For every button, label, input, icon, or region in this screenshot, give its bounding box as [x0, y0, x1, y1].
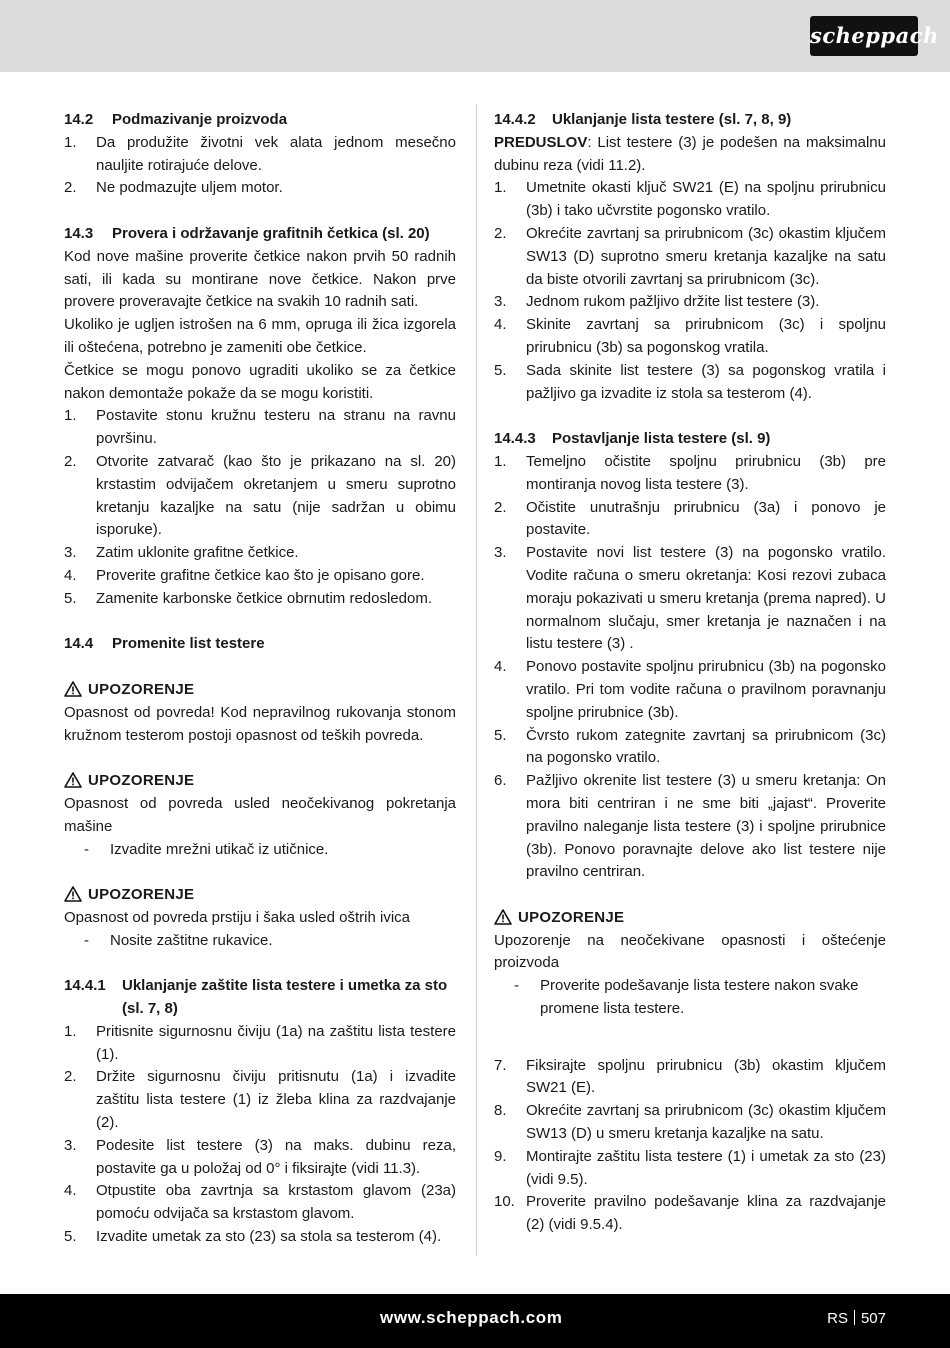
- section-heading-14-4: 14.4 Promenite list testere: [64, 635, 265, 653]
- dash-item: - Izvadite mrežni utikač iz utičnice.: [84, 840, 329, 858]
- left-column: [64, 109, 456, 1249]
- section-heading-14-4-1: 14.4.1 Uklanjanje zaštite lista testere i umetka za sto (sl. 7, 8): [64, 977, 448, 1018]
- page-number: RS 507: [827, 1310, 886, 1327]
- list-item: 3. Zatim uklonite grafitne četkice.: [64, 544, 299, 562]
- warning-triangle-icon: [64, 681, 82, 697]
- list-item: 1. Da produžite životni vek alata jednom mesečno nauljite rotirajuće delove.: [64, 133, 456, 174]
- warning-triangle-icon: [64, 772, 82, 788]
- page-header: [0, 0, 950, 72]
- list-item: 1. Postavite stonu kružnu testeru na stranu na ravnu površinu.: [64, 407, 456, 448]
- list-item: 5. Čvrsto rukom zategnite zavrtanj sa prirubnicom (3c) na pogonsko vratilo.: [494, 726, 886, 767]
- section-heading-14-4-3: 14.4.3 Postavljanje lista testere (sl. 9): [494, 430, 771, 448]
- warning-text: Opasnost od povreda usled neočekivanog pokretanja mašine: [64, 794, 456, 835]
- warning-triangle-icon: [64, 886, 82, 902]
- list-item: 3. Postavite novi list testere (3) na pogonsko vratilo. Vodite računa o smeru okretanja: Kosi rezovi zubaca moraju pokazivati u smeru kretanja (prema napred). U normalnom slučaju, smer kretanja je naznačen i na listu testere (3) .: [494, 544, 886, 653]
- section-heading-14-3: 14.3 Provera i održavanje grafitnih četkica (sl. 20): [64, 224, 430, 242]
- paragraph: Ukoliko je ugljen istrošen na 6 mm, opruga ili žica izgorela ili oštećena, potrebno je zameniti obe četkice.: [64, 316, 456, 356]
- list-item: 5. Zamenite karbonske četkice obrnutim redosledom.: [64, 589, 432, 607]
- warning-heading: UPOZORENJE: [64, 884, 456, 907]
- list-item: 5. Izvadite umetak za sto (23) sa stola sa testerom (4).: [64, 1228, 442, 1246]
- list-item: 1. Umetnite okasti ključ SW21 (E) na spoljnu prirubnicu (3b) i tako učvrstite pogonsko vratilo.: [494, 179, 886, 220]
- list-item: 3. Podesite list testere (3) na maks. dubinu reza, postavite ga u položaj od 0° i fiksirajte (vidi 11.3).: [64, 1136, 456, 1177]
- column-divider: [476, 104, 477, 1256]
- list-item: 3. Jednom rukom pažljivo držite list testere (3).: [494, 293, 820, 311]
- section-heading-14-4-2: 14.4.2 Uklanjanje lista testere (sl. 7, 8, 9): [494, 111, 792, 128]
- list-item: 4. Otpustite oba zavrtnja sa krstastom glavom (23a) pomoću odvijača sa krstastom glavom.: [64, 1182, 456, 1223]
- list-item: 4. Ponovo postavite spoljnu prirubnicu (3b) na pogonsko vratilo. Pri tom vodite računa o pravilnom poravnanju spoljne prirubnice (3b).: [494, 658, 886, 721]
- precondition-text: PREDUSLOV: List testere (3) je podešen na maksimalnu dubinu reza (vidi 11.2).: [494, 133, 886, 174]
- warning-heading: UPOZORENJE: [64, 679, 456, 702]
- list-item: 4. Skinite zavrtanj sa prirubnicom (3c) i spoljnu prirubnicu (3b) sa pogonskog vratila.: [494, 316, 886, 356]
- list-item: 4. Proverite grafitne četkice kao što je opisano gore.: [64, 566, 425, 584]
- list-item: 1. Temeljno očistite spoljnu prirubnicu (3b) pre montiranja novog lista testere (3).: [494, 452, 886, 493]
- warning-text: Opasnost od povreda! Kod nepravilnog rukovanja stonom kružnom testerom postoji opasnost od teških povreda.: [64, 703, 456, 744]
- dash-item: - Proverite podešavanje lista testere nakon svake promene lista testere.: [514, 977, 859, 1018]
- right-column: [494, 109, 886, 1237]
- warning-heading: UPOZORENJE: [64, 770, 456, 793]
- warning-triangle-icon: [494, 909, 512, 925]
- page-footer: [0, 1294, 950, 1348]
- paragraph: Četkice se mogu ponovo ugraditi ukoliko se za četkice nakon demontaže pokaže da se mogu koristiti.: [64, 361, 456, 402]
- list-item: 2. Otvorite zatvarač (kao što je prikazano na sl. 20) krstastim odvijačem okretanjem u smeru suprotno kretanju kazaljke na satu (nije sadržan u obimu isporuke).: [64, 452, 456, 539]
- list-item: 7. Fiksirajte spoljnu prirubnicu (3b) okastim ključem SW21 (E).: [494, 1056, 886, 1097]
- paragraph: Kod nove mašine proverite četkice nakon prvih 50 radnih sati, ili kada su montirane nove četkice. Nakon prve provere proveravajte četkice na svakih 10 radnih sati.: [64, 247, 456, 311]
- list-item: 6. Pažljivo okrenite list testere (3) u smeru kretanja: On mora biti centriran i ne sme biti „jajast“. Proverite pravilno naleganje lista testere (3) i spoljne prirubnice (3b). Ponovo poravnajte delove ako list testere nije pravilno centriran.: [494, 772, 886, 881]
- list-item: 8. Okrećite zavrtanj sa prirubnicom (3c) okastim ključem SW13 (D) u smeru kretanja kazaljke na satu.: [494, 1102, 886, 1143]
- website-link[interactable]: www.scheppach.com: [380, 1308, 563, 1327]
- list-item: 2. Držite sigurnosnu čiviju pritisnutu (1a) i izvadite zaštitu lista testere (1) iz žleba klina za razdvajanje (2).: [64, 1068, 456, 1132]
- warning-text: Upozorenje na neočekivane opasnosti i oštećenje proizvoda: [494, 931, 886, 972]
- list-item: 2. Ne podmazujte uljem motor.: [64, 179, 283, 197]
- section-heading-14-2: 14.2 Podmazivanje proizvoda: [64, 111, 288, 128]
- dash-item: - Nosite zaštitne rukavice.: [84, 931, 273, 949]
- list-item: 1. Pritisnite sigurnosnu čiviju (1a) na zaštitu lista testere (1).: [64, 1022, 456, 1063]
- warning-heading: UPOZORENJE: [494, 907, 886, 930]
- list-item: 2. Okrećite zavrtanj sa prirubnicom (3c) okastim ključem SW13 (D) suprotno smeru kretanja kazaljke na satu da biste otvorili zavrtanj sa prirubnicom (3c).: [494, 224, 886, 288]
- scheppach-logo: scheppach: [810, 16, 918, 56]
- list-item: 5. Sada skinite list testere (3) sa pogonskog vratila i pažljivo ga izvadite iz stola sa testerom (4).: [494, 361, 886, 402]
- list-item: 10. Proverite pravilno podešavanje klina za razdvajanje (2) (vidi 9.5.4).: [494, 1193, 886, 1234]
- warning-text: Opasnost od povreda prstiju i šaka usled oštrih ivica: [64, 908, 411, 926]
- list-item: 2. Očistite unutrašnju prirubnicu (3a) i ponovo je postavite.: [494, 498, 886, 539]
- list-item: 9. Montirajte zaštitu lista testere (1) i umetak za sto (23) (vidi 9.5).: [494, 1147, 886, 1188]
